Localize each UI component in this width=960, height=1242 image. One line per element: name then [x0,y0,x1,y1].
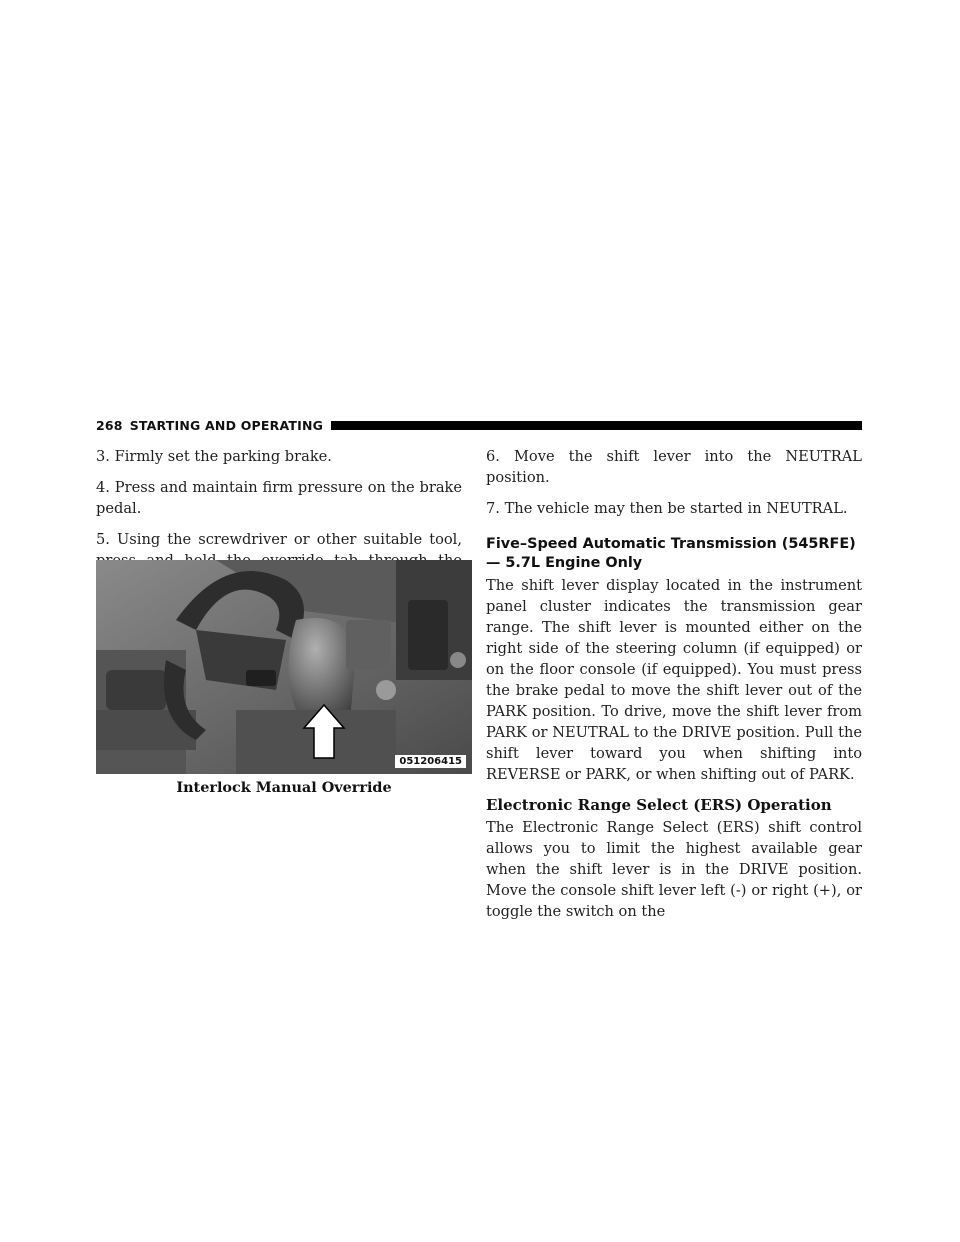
header-rule [331,421,862,430]
step-5-text: 5. Using the screwdriver or other suitable tool, [96,531,462,548]
step-3-text: 3. Firmly set the parking brake. [96,448,332,465]
figure-code: 051206415 [395,755,466,768]
step-7-text: 7. The vehicle may then be started in NEUTRAL. [486,500,848,517]
ers-paragraph: The Electronic Range Select (ERS) shift control allows you to limit the highest available gear when the shift lever is in the DRIVE position. Move the console shift lever left (-) or right (+), or toggle the switch on the [486,819,862,920]
step-4-text: 4. Press and maintain firm pressure on the brake pedal. [96,479,462,517]
step-6-text: 6. Move the shift lever into the NEUTRAL position. [486,448,862,486]
right-column [486,446,862,932]
page-number: 268 [96,418,123,433]
section-title: STARTING AND OPERATING [129,418,324,433]
interlock-override-photo [96,560,472,774]
ers-heading: Electronic Range Select (ERS) Operation [486,796,832,814]
figure-caption: Interlock Manual Override [176,779,392,796]
page-header [96,417,862,434]
transmission-paragraph: The shift lever display located in the instrument panel cluster indicates the transmission gear range. The shift lever is mounted either on the right side of the steering column (if equipped) or on the floor console (if equipped). You must press the brake pedal to move the shift lever out of the PARK position. To drive, move the shift lever from PARK or NEUTRAL to the DRIVE position. Pull the shift lever toward you when shifting into REVERSE or PARK, or when shifting out of PARK. [486,577,862,783]
transmission-heading: Five–Speed Automatic Transmission (545RFE) — 5.7L Engine Only [486,536,856,571]
